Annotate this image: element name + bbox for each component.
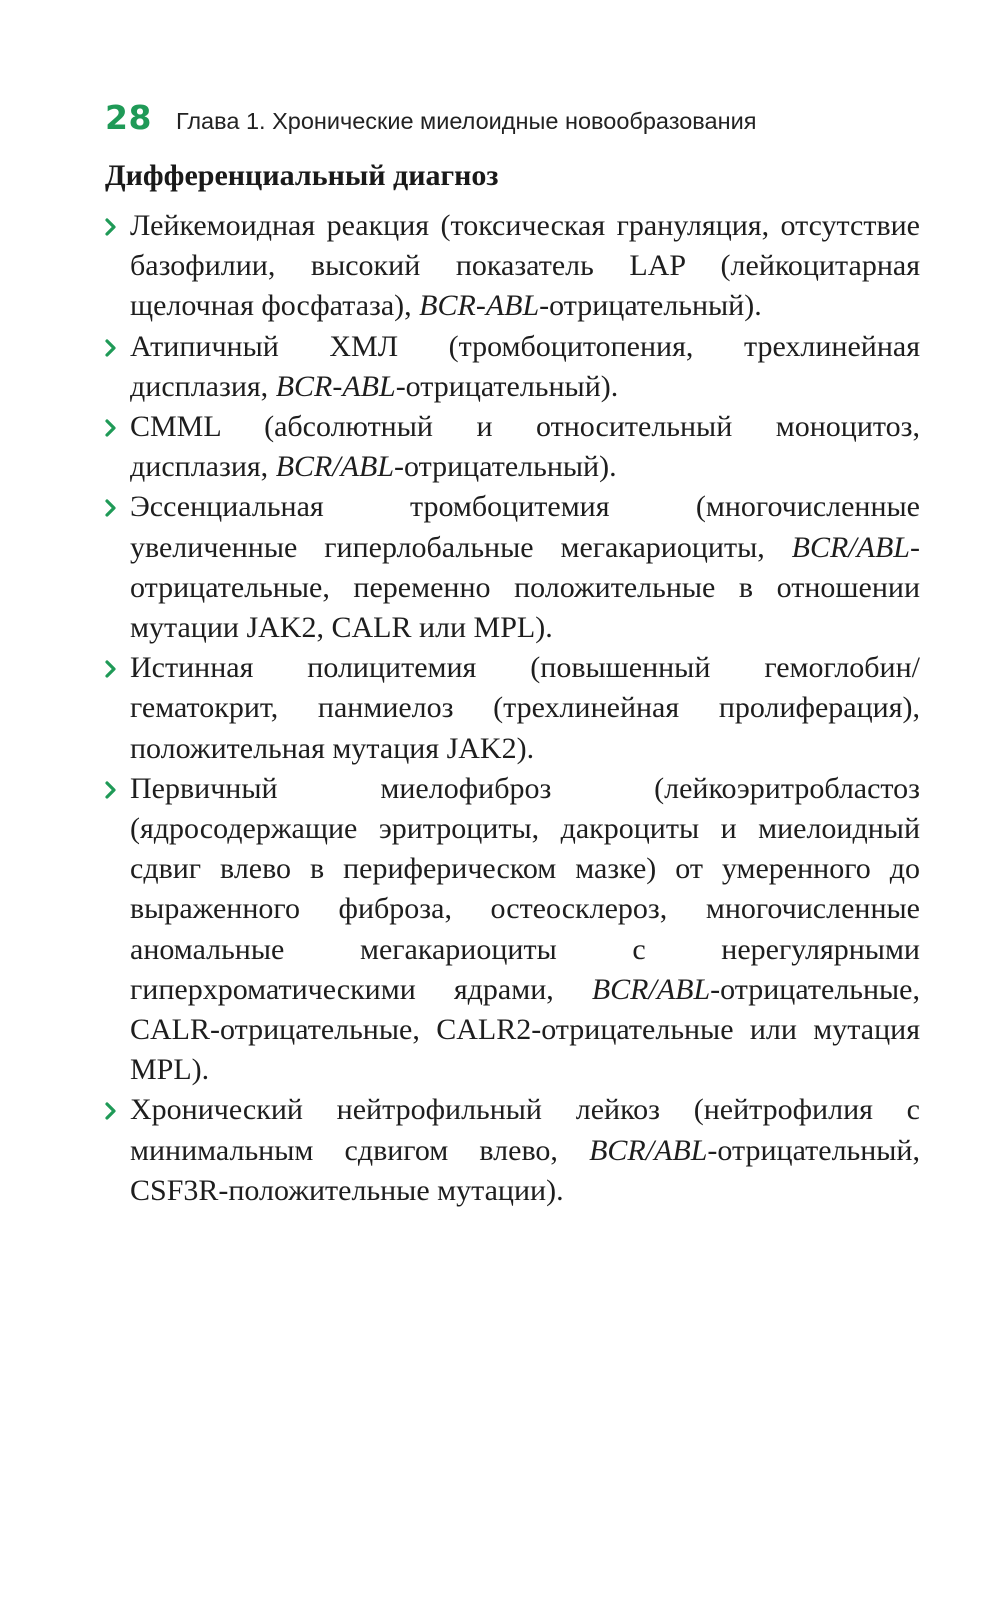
- list-item: [105, 407, 920, 487]
- item-text: CMML (абсолютный и относительный моноцитоз, дисплазия,: [130, 410, 920, 484]
- list-item: [105, 648, 920, 769]
- chevron-right-icon: [105, 781, 117, 799]
- item-gene-name: BCR/ABL: [791, 530, 910, 564]
- item-text: Хронический нейтрофильный лейкоз (нейтрофилия с минимальным сдвигом влево,: [130, 1093, 920, 1167]
- item-text: Первичный миелофиброз (лейкоэритробластоз (ядросодержащие эритроциты, дакроциты и миелоидный сдвиг влево в периферическом мазке) от умеренного до выраженного фиброза, остеосклероз, многочисленные аномальные мегакариоциты с нерегулярными гиперхроматическими ядрами,: [130, 771, 920, 1006]
- list-item: [105, 327, 920, 407]
- page-number: 28: [105, 98, 152, 137]
- item-gene-name: BCR-ABL: [419, 289, 540, 323]
- list-item: [105, 769, 920, 1091]
- item-gene-name: BCR/ABL: [591, 972, 711, 1006]
- item-gene-name: BCR/ABL: [589, 1133, 708, 1167]
- item-text-tail: -отрицательные, CALR-отрицательные, CALR2-отрицательные или мутация MPL).: [130, 972, 920, 1087]
- list-item: [105, 1090, 920, 1211]
- chevron-right-icon: [105, 1102, 117, 1120]
- list-item: [105, 487, 920, 648]
- item-text-tail: -отрицательный).: [395, 369, 619, 403]
- running-header: [105, 98, 920, 146]
- chevron-right-icon: [105, 218, 117, 236]
- item-text-tail: -отрицательные, переменно положительные в отношении мутации JAK2, CALR или MPL).: [130, 530, 920, 645]
- item-text: Эссенциальная тромбоцитемия (многочисленные увеличенные гиперлобальные мегакариоциты,: [130, 490, 920, 564]
- chevron-right-icon: [105, 419, 117, 437]
- chapter-title: Глава 1. Хронические миелоидные новообразования: [175, 108, 757, 134]
- item-text-tail: -отрицательный, CSF3R-положительные мутации).: [130, 1133, 920, 1207]
- chevron-right-icon: [105, 660, 117, 678]
- item-text-tail: -отрицательный).: [394, 450, 617, 484]
- section-title: Дифференциальный диагноз: [105, 159, 499, 192]
- item-text: Истинная полицитемия (повышенный гемоглобин/гематокрит, панмиелоз (трехлинейная пролиферация), положительная мутация JAK2).: [130, 651, 920, 765]
- chevron-right-icon: [105, 499, 117, 517]
- item-text-tail: -отрицательный).: [539, 289, 762, 323]
- list-item: [105, 206, 920, 327]
- item-text: Лейкемоидная реакция (токсическая грануляция, отсутствие базофилии, высокий показатель LAP (лейкоцитарная щелочная фосфатаза),: [130, 209, 920, 323]
- differential-diagnosis-list: [105, 206, 920, 1211]
- item-gene-name: BCR-ABL: [275, 369, 396, 403]
- chevron-right-icon: [105, 339, 117, 357]
- item-gene-name: BCR/ABL: [275, 450, 395, 484]
- item-text: Атипичный ХМЛ (тромбоцитопения, трехлинейная дисплазия,: [130, 329, 920, 403]
